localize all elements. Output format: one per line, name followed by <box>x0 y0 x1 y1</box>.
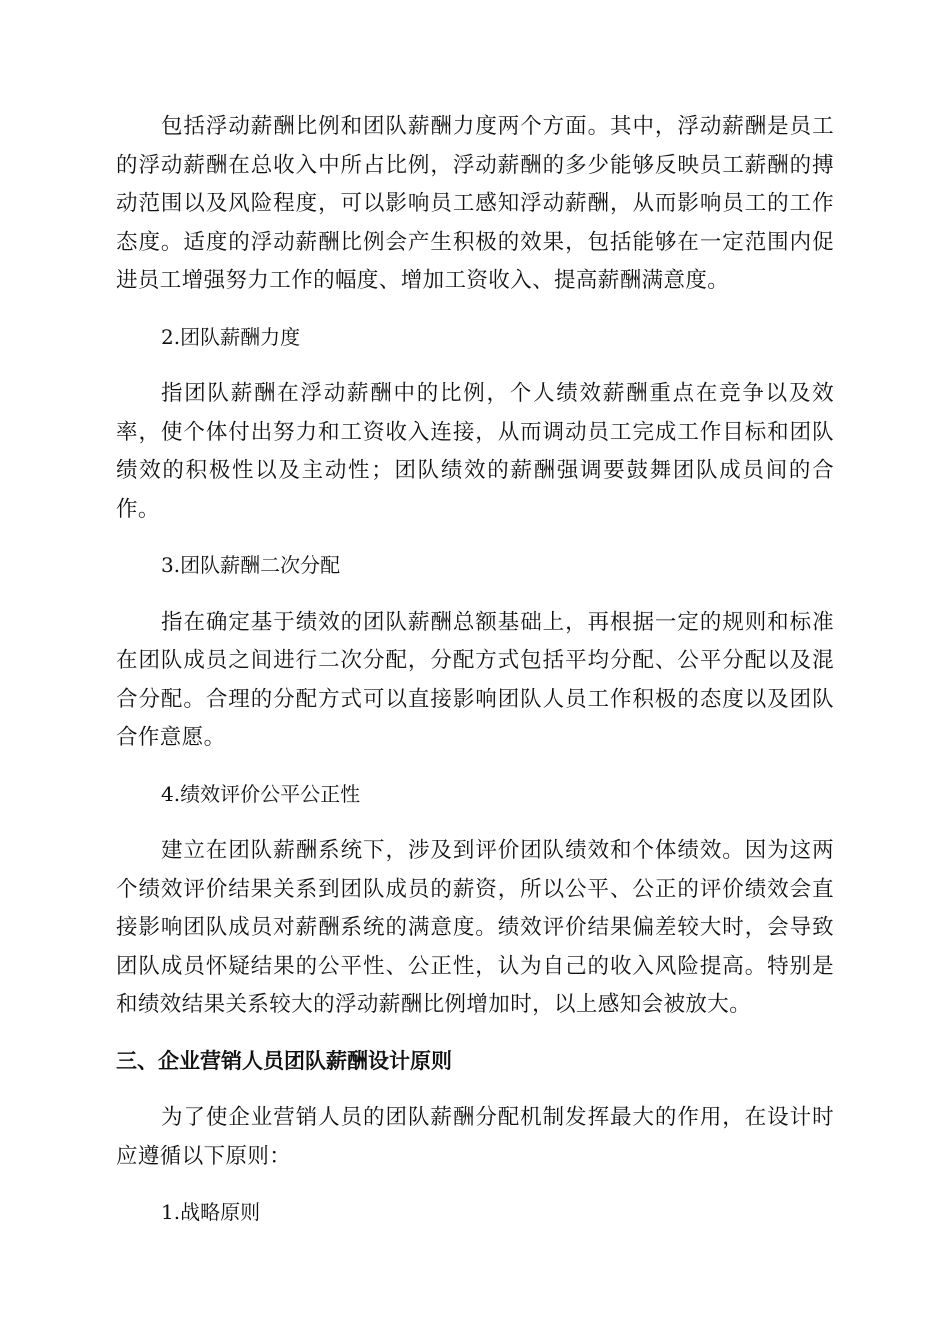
subheading-secondary-distribution: 3.团队薪酬二次分配 <box>161 553 341 577</box>
paragraph-design-principles-intro: 为了使企业营销人员的团队薪酬分配机制发挥最大的作用，在设计时应遵循以下原则： <box>116 1105 834 1169</box>
subheading-strategy-principle: 1.战略原则 <box>161 1200 261 1224</box>
subheading-evaluation-fairness: 4.绩效评价公平公正性 <box>161 781 361 806</box>
paragraph-evaluation-fairness: 建立在团队薪酬系统下，涉及到评价团队绩效和个体绩效。因为这两个绩效评价结果关系到团队成员的薪资，所以公平、公正的评价绩效会直接影响团队成员对薪酬系统的满意度。绩效评价结果偏差较大时，会导致团队成员怀疑结果的公平性、公正性，认为自己的收入风险提高。特别是和绩效结果关系较大的浮动薪酬比例增加时，以上感知会被放大。 <box>116 838 834 1017</box>
paragraph-team-pay-intensity: 指团队薪酬在浮动薪酬中的比例，个人绩效薪酬重点在竞争以及效率，使个体付出努力和工资收入连接，从而调动员工完成工作目标和团队绩效的积极性以及主动性；团队绩效的薪酬强调要鼓舞团队成员间的合作。 <box>116 381 834 522</box>
document-body <box>116 108 834 1232</box>
section-heading-design-principles: 三、企业营销人员团队薪酬设计原则 <box>116 1048 452 1073</box>
paragraph-floating-pay-ratio: 包括浮动薪酬比例和团队薪酬力度两个方面。其中，浮动薪酬是员工的浮动薪酬在总收入中所占比例，浮动薪酬的多少能够反映员工薪酬的搏动范围以及风险程度，可以影响员工感知浮动薪酬，从而影响员工的工作态度。适度的浮动薪酬比例会产生积极的效果，包括能够在一定范围内促进员工增强努力工作的幅度、增加工资收入、提高薪酬满意度。 <box>116 114 834 293</box>
paragraph-secondary-distribution: 指在确定基于绩效的团队薪酬总额基础上，再根据一定的规则和标准在团队成员之间进行二次分配，分配方式包括平均分配、公平分配以及混合分配。合理的分配方式可以直接影响团队人员工作积极的态度以及团队合作意愿。 <box>116 609 834 750</box>
subheading-team-pay-intensity: 2.团队薪酬力度 <box>161 324 301 349</box>
